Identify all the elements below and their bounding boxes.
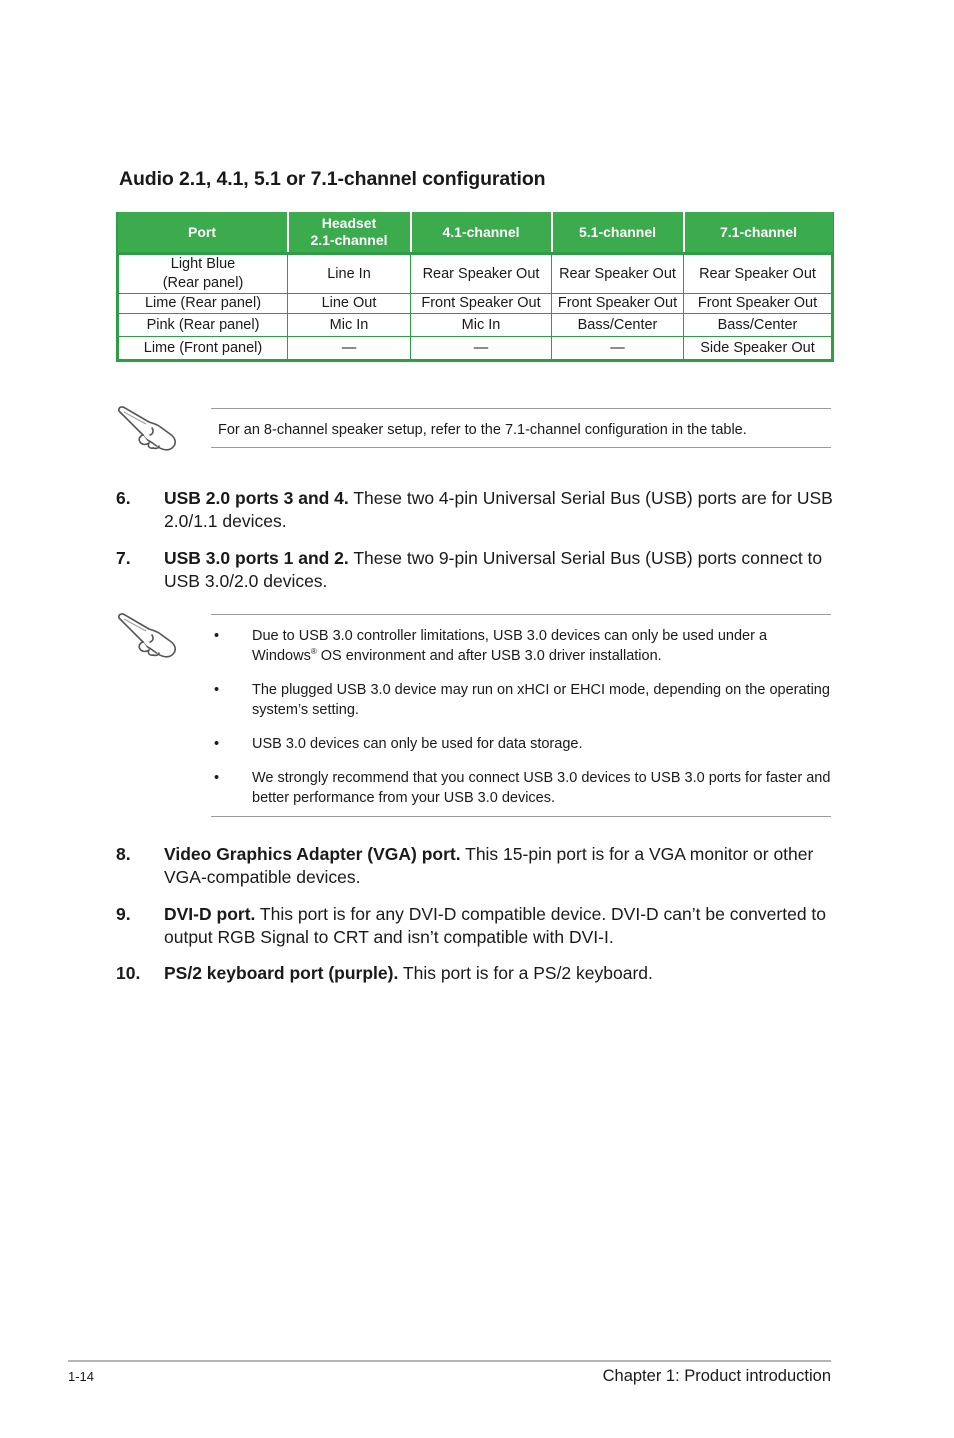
item-title: Video Graphics Adapter (VGA) port. (164, 844, 461, 864)
table-row (118, 314, 833, 337)
cell-5-1: — (552, 337, 684, 361)
item-title: PS/2 keyboard port (purple). (164, 963, 399, 983)
item-title: DVI-D port. (164, 904, 256, 924)
table-header-row (118, 212, 833, 254)
cell-5-1: Front Speaker Out (552, 294, 684, 314)
bullet-text: We strongly recommend that you connect USB 3.0 devices to USB 3.0 ports for faster and better performance from your USB 3.0 devices. (252, 770, 831, 806)
item-text: These two 9-pin Universal Serial Bus (USB) ports connect to USB 3.0/2.0 devices. (164, 548, 823, 591)
list-item (214, 680, 832, 722)
item-number: 10. (116, 963, 141, 983)
item-number: 7. (116, 548, 131, 568)
audio-config-table (116, 212, 834, 362)
bullet-text: Due to USB 3.0 controller limitations, USB 3.0 devices can only be used under a Windows (252, 628, 768, 664)
item-number: 9. (116, 904, 131, 924)
cell-headset: — (288, 337, 411, 361)
list-item (116, 903, 832, 951)
cell-headset: Line Out (288, 294, 411, 314)
item-number: 8. (116, 844, 131, 864)
item-title: USB 3.0 ports 1 and 2. (164, 548, 349, 568)
cell-4-1: Mic In (411, 314, 552, 337)
note-text: For an 8-channel speaker setup, refer to the 7.1-channel configuration in the table. (218, 422, 747, 438)
item-text: These two 4-pin Universal Serial Bus (USB) ports are for USB 2.0/1.1 devices. (164, 488, 833, 531)
item-title: USB 2.0 ports 3 and 4. (164, 488, 349, 508)
cell-4-1: Rear Speaker Out (411, 254, 552, 294)
item-text: This port is for any DVI-D compatible device. DVI-D can’t be converted to output RGB Signal to CRT and isn’t compatible with DVI-I. (164, 904, 827, 947)
table-row (118, 294, 833, 314)
list-item (214, 626, 832, 668)
table-row (118, 254, 833, 294)
bullet-text: USB 3.0 devices can only be used for data storage. (252, 736, 583, 752)
header-4-1-channel: 4.1-channel (411, 212, 552, 254)
pointing-hand-icon (116, 402, 182, 452)
section-title: Audio 2.1, 4.1, 5.1 or 7.1-channel configuration (119, 168, 546, 190)
list-item (116, 547, 832, 595)
cell-port (118, 254, 288, 294)
table-row (118, 337, 833, 361)
cell-5-1: Bass/Center (552, 314, 684, 337)
footer-rule (68, 1360, 831, 1362)
cell-7-1: Rear Speaker Out (684, 254, 833, 294)
list-item (214, 768, 832, 810)
list-item (214, 734, 832, 756)
header-headset (288, 212, 411, 254)
cell-4-1: Front Speaker Out (411, 294, 552, 314)
note-top-rule (211, 614, 831, 615)
cell-port: Lime (Rear panel) (118, 294, 288, 314)
cell-7-1: Side Speaker Out (684, 337, 833, 361)
cell-headset: Line In (288, 254, 411, 294)
header-7-1-channel: 7.1-channel (684, 212, 833, 254)
header-5-1-channel: 5.1-channel (552, 212, 684, 254)
header-headset-line2: 2.1-channel (310, 232, 388, 248)
list-item (116, 843, 832, 891)
bullet: • (214, 770, 220, 786)
item-text: This 15-pin port is for a VGA monitor or other VGA-compatible devices. (164, 844, 814, 887)
item-text: This port is for a PS/2 keyboard. (398, 963, 653, 983)
bullet: • (214, 628, 220, 644)
cell-headset: Mic In (288, 314, 411, 337)
bullet: • (214, 682, 220, 698)
cell-7-1: Front Speaker Out (684, 294, 833, 314)
bullet-text-cont: OS environment and after USB 3.0 driver installation. (316, 648, 662, 664)
bullet-text: The plugged USB 3.0 device may run on xHCI or EHCI mode, depending on the operating system’s setting. (252, 682, 830, 718)
item-number: 6. (116, 488, 131, 508)
list-item (116, 487, 832, 535)
registered-mark: ® (310, 647, 317, 657)
header-port: Port (118, 212, 288, 254)
cell-port-line1: Light Blue (170, 256, 236, 272)
pointing-hand-icon (116, 609, 182, 659)
list-item (116, 962, 832, 986)
cell-5-1: Rear Speaker Out (552, 254, 684, 294)
header-headset-line1: Headset (321, 215, 377, 231)
cell-4-1: — (411, 337, 552, 361)
note-bottom-rule (211, 447, 831, 448)
cell-7-1: Bass/Center (684, 314, 833, 337)
chapter-title: Chapter 1: Product introduction (602, 1367, 831, 1385)
page-number: 1-14 (68, 1369, 95, 1384)
cell-port-line2: (Rear panel) (162, 275, 244, 291)
cell-port: Lime (Front panel) (118, 337, 288, 361)
note-bottom-rule (211, 816, 831, 817)
cell-port: Pink (Rear panel) (118, 314, 288, 337)
note-top-rule (211, 408, 831, 409)
bullet: • (214, 736, 220, 752)
